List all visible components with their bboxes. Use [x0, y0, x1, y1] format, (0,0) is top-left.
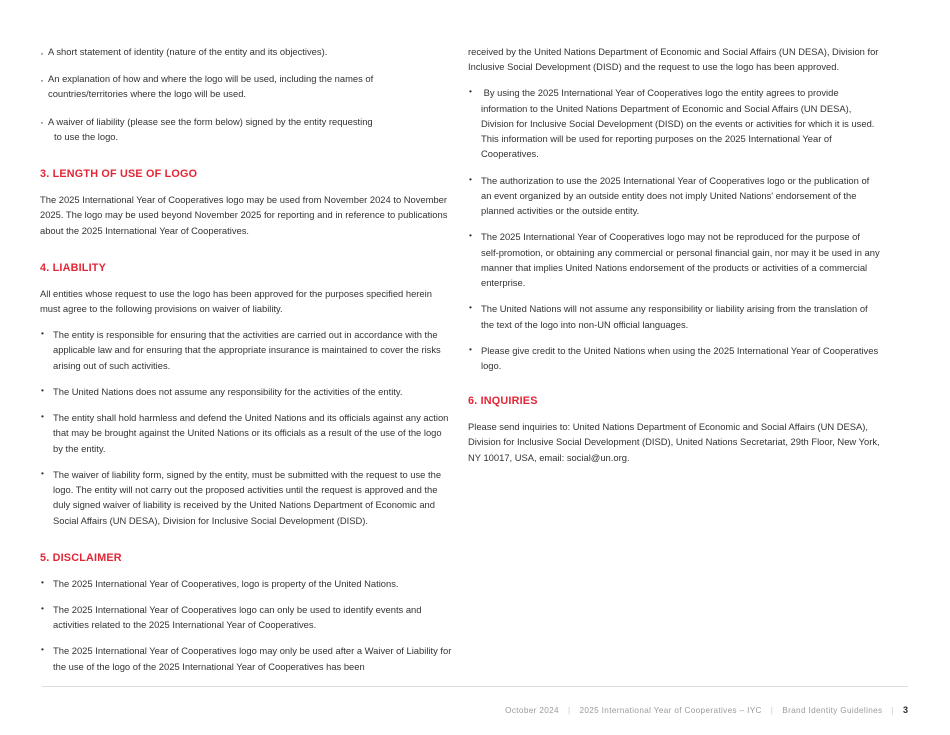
page-footer	[42, 700, 908, 720]
footer-separator: |	[567, 705, 571, 715]
disclaimer-bullet-text: The authorization to use the 2025 International Year of Cooperatives logo or the publication of an event organized by an outside entity does not imply United Nations' endorsement of the planned activities or the outside entity.	[481, 174, 870, 217]
list-item	[40, 643, 452, 673]
section-heading-disclaimer: 5. DISCLAIMER	[40, 551, 122, 564]
list-item	[40, 576, 452, 591]
right-column	[468, 44, 880, 465]
disclaimer-bullet-text: The United Nations will not assume any responsibility or liability arising from the translation of the text of the logo into non-UN official languages.	[481, 303, 868, 330]
disclaimer-bullet-text: By using the 2025 International Year of Cooperatives logo the entity agrees to provide information to the United Nations Department of Economic and Social Affairs (UN DESA), Division for Inclusive Social Development (DISD) on the events or activities for which it is used. This information will be used for reporting purposes on the 2025 International Year of Cooperatives.	[481, 87, 877, 160]
list-item	[40, 71, 452, 101]
left-column	[40, 44, 452, 674]
liability-bullet-text: The waiver of liability form, signed by the entity, must be submitted with the request to use the logo. The entity will not carry out the proposed activities until the request is approved and the duly signed waiver of liability is received by the United Nations Department of Economic and Social Affairs (UN DESA), Division for Inclusive Social Development (DISD).	[53, 468, 442, 526]
list-item	[468, 85, 880, 161]
list-item	[40, 384, 452, 399]
list-item	[40, 44, 452, 59]
list-item	[40, 114, 452, 144]
disclaimer-bullet-list-right	[468, 85, 880, 373]
list-item	[40, 602, 452, 632]
list-item	[468, 301, 880, 331]
disclaimer-bullet-list-left	[40, 576, 452, 674]
list-item	[468, 343, 880, 373]
continued-paragraph: received by the United Nations Department of Economic and Social Affairs (UN DESA), Division for Inclusive Social Development (DISD) and the request to use the logo has been approved.	[468, 46, 879, 73]
section6-paragraph: Please send inquiries to: United Nations Department of Economic and Social Affairs (UN DESA), Division for Inclusive Social Development (DISD), United Nations Secretariat, 29th Floor, New York, NY 10017, USA, email: social@un.org.	[468, 421, 880, 463]
footer-separator: |	[770, 705, 774, 715]
footer-date: October 2024	[505, 705, 559, 715]
section4-paragraph: All entities whose request to use the logo has been approved for the purposes specified herein must agree to the following provisions on waiver of liability.	[40, 287, 432, 315]
disclaimer-bullet-text: The 2025 International Year of Cooperatives logo can only be used to identify events and activities related to the 2025 International Year of Cooperatives.	[53, 604, 422, 631]
list-item	[40, 327, 452, 373]
intro-bullet-text: A waiver of liability (please see the form below) signed by the entity requesting	[48, 115, 373, 127]
list-item	[40, 410, 452, 456]
footer-separator: |	[891, 705, 894, 715]
section3-paragraph: The 2025 International Year of Cooperatives logo may be used from November 2024 to November 2025. The logo may be used beyond November 2025 for reporting and in reference to publications about the 2025 International Year of Cooperatives.	[40, 194, 448, 236]
list-item	[468, 229, 880, 290]
disclaimer-bullet-text: The 2025 International Year of Cooperatives, logo is property of the United Nations.	[53, 577, 399, 589]
disclaimer-bullet-text: Please give credit to the United Nations when using the 2025 International Year of Cooperatives logo.	[481, 344, 879, 371]
liability-bullet-text: The United Nations does not assume any responsibility for the activities of the entity.	[53, 385, 403, 397]
footer-divider	[42, 686, 908, 687]
section-heading-liability: 4. LIABILITY	[40, 261, 106, 274]
liability-bullet-text: The entity is responsible for ensuring that the activities are carried out in accordance with the applicable law and for ensuring that the appropriate insurance is maintained to cover the risks arising out of such activities.	[53, 329, 441, 371]
list-item	[468, 173, 880, 219]
intro-bullet-continuation: to use the logo.	[54, 130, 119, 142]
list-item	[40, 467, 452, 528]
footer-subtitle: Brand Identity Guidelines	[782, 705, 883, 715]
liability-bullet-text: The entity shall hold harmless and defend the United Nations and its officials against any action that may be brought against the United Nations or its officials as a result of the use of the logo by the entity.	[53, 412, 449, 454]
intro-bullet-text: A short statement of identity (nature of the entity and its objectives).	[48, 46, 328, 57]
liability-bullet-list	[40, 327, 452, 528]
section-heading-inquiries: 6. INQUIRIES	[468, 395, 538, 408]
footer-title: 2025 International Year of Cooperatives – IYC	[579, 705, 762, 715]
disclaimer-bullet-text: The 2025 International Year of Cooperatives logo may not be reproduced for the purpose of self-promotion, or obtaining any commercial or personal financial gain, nor may it be used in any manner that implies United Nations endorsement of the products or activities of a commercial enterprise.	[481, 231, 880, 289]
section-heading-length-of-use: 3. LENGTH OF USE OF LOGO	[40, 168, 198, 181]
intro-bullet-text: An explanation of how and where the logo will be used, including the names of countries/territories where the logo will be used.	[48, 73, 374, 100]
footer-page-number: 3	[902, 705, 908, 715]
disclaimer-bullet-text: The 2025 International Year of Cooperatives logo may only be used after a Waiver of Liability for the use of the logo of the 2025 International Year of Cooperatives has been	[53, 645, 452, 672]
intro-bullet-list	[40, 44, 452, 144]
